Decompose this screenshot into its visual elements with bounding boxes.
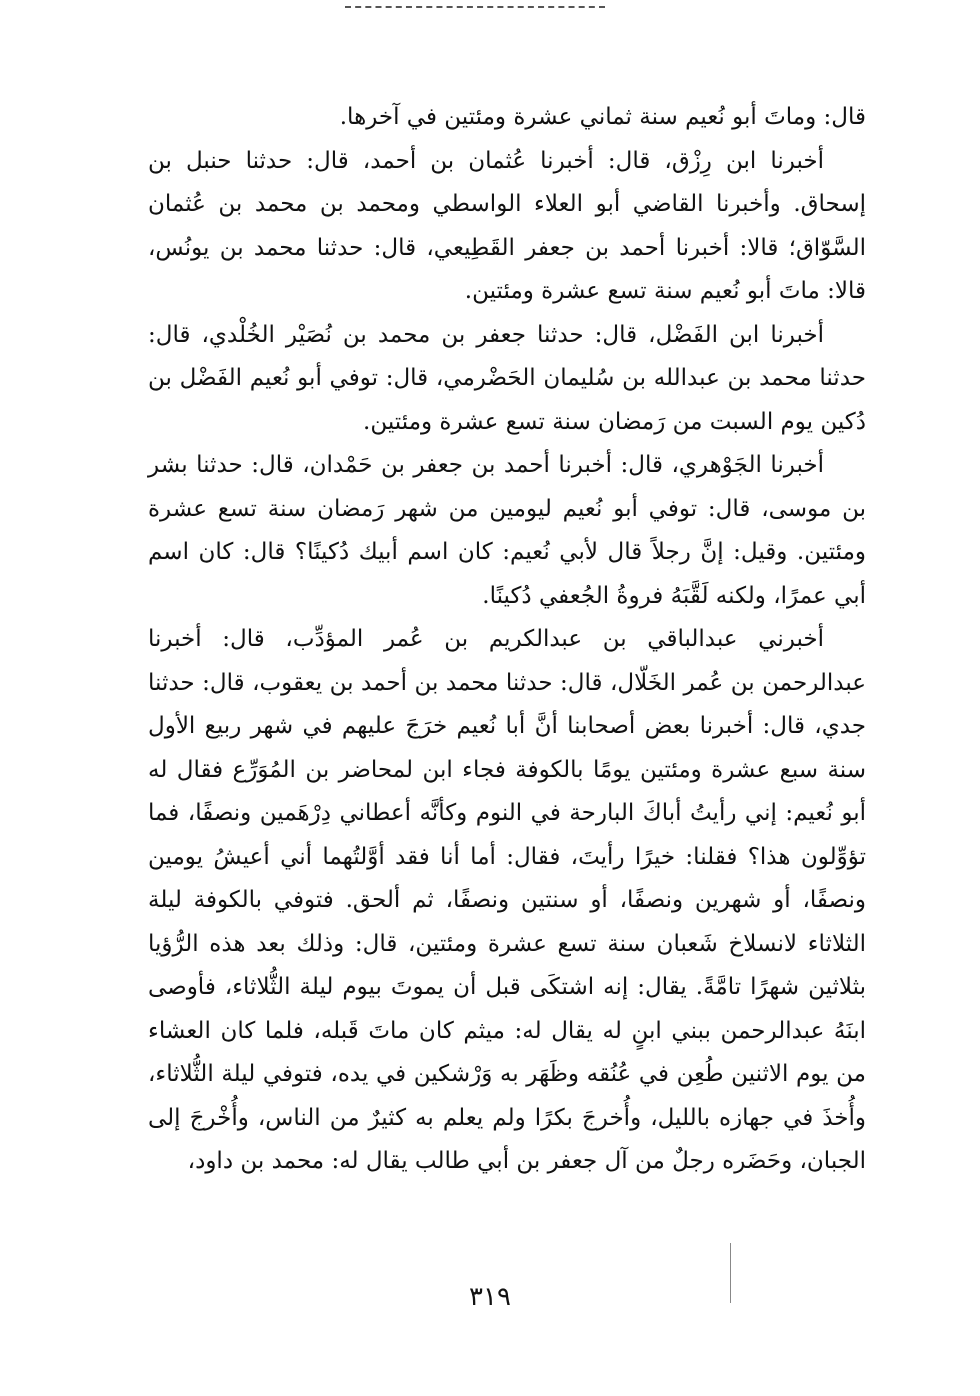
main-text-block (148, 96, 866, 1184)
paragraph-3: أخبرنا ابن الفَضْل، قال: حدثنا جعفر بن محمد بن نُصَيْر الخُلْدي، قال: حدثنا محمد بن عبدالله بن سُليمان الحَضْرمي، قال: توفي أبو نُعيم الفَضْل بن دُكين يوم السبت من رَمضان سنة تسع عشرة ومئتين. (148, 321, 866, 435)
paragraph-2: أخبرنا ابن رِزْق، قال: أخبرنا عُثمان بن أحمد، قال: حدثنا حنبل بن إسحاق. وأخبرنا القاضي أبو العلاء الواسطي ومحمد بن محمد بن عُثمان السَّوّاق؛ قالا: أخبرنا أحمد بن جعفر القَطِيعي، قال: حدثنا محمد بن يونُس، قالا: ماتَ أبو نُعيم سنة تسع عشرة ومئتين. (148, 147, 866, 304)
top-scan-rule (345, 6, 605, 8)
paragraph-4: أخبرنا الجَوْهري، قال: أخبرنا أحمد بن جعفر بن حَمْدان، قال: حدثنا بشر بن موسى، قال: توفي أبو نُعيم ليومين من شهر رَمضان سنة تسع عشرة ومئتين. وقيل: إنَّ رجلاً قال لأبي نُعيم: كان اسم أبيك دُكينًا؟ قال: كان اسم أبي عمرًا، ولكنه لَقَّبَهُ فروةُ الجُعفي دُكينًا. (148, 452, 866, 609)
scan-artifact-line (730, 1243, 731, 1303)
page-number: ٣١٩ (469, 1282, 511, 1312)
paragraph-1: قال: وماتَ أبو نُعيم سنة ثماني عشرة ومئتين في آخرها. (339, 104, 866, 130)
paragraph-5: أخبرني عبدالباقي بن عبدالكريم بن عُمر المؤدِّب، قال: أخبرنا عبدالرحمن بن عُمر الخَلّال، قال: حدثنا محمد بن أحمد بن يعقوب، قال: حدثنا جدي، قال: أخبرنا بعض أصحابنا أنَّ أبا نُعيم خرَجَ عليهم في شهر ربيع الأول سنة سبع عشرة ومئتين يومًا بالكوفة فجاء ابن لمحاضر بن المُوَرِّع فقال له أبو نُعيم: إني رأيتُ أباكَ البارحة في النوم وكأنَّه أعطاني دِرْهَمين ونصفًا، فما تؤوِّلون هذا؟ فقلنا: خيرًا رأيتَ، فقال: أما أنا فقد أوَّلتُهما أني أعيشُ يومين ونصفًا، أو شهرين ونصفًا، أو سنتين ونصفًا، ثم ألحق. فتوفي بالكوفة ليلة الثلاثاء لانسلاخ شَعبان سنة تسع عشرة ومئتين، قال: وذلك بعد هذه الرُّؤيا بثلاثين شهرًا تامَّةً. يقال: إنه اشتكَى قبل أن يموتَ بيوم ليلة الثُّلاثاء، فأوصى ابنَهُ عبدالرحمن ببني ابنٍ له يقال له: ميثم كان ماتَ قَبله، فلما كان العشاء من يوم الاثنين طُعِن في عُنُقه وظَهَر به وَرْشكين في يده، فتوفي ليلة الثُّلاثاء، وأُخذَ في جهازه بالليل، وأُخرجَ بكرًا ولم يعلم به كثيرٌ من الناس، وأُخْرجَ إلى الجبان، وحَضَره رجلٌ من آل جعفر بن أبي طالب يقال له: محمد بن داود، (148, 626, 866, 1174)
